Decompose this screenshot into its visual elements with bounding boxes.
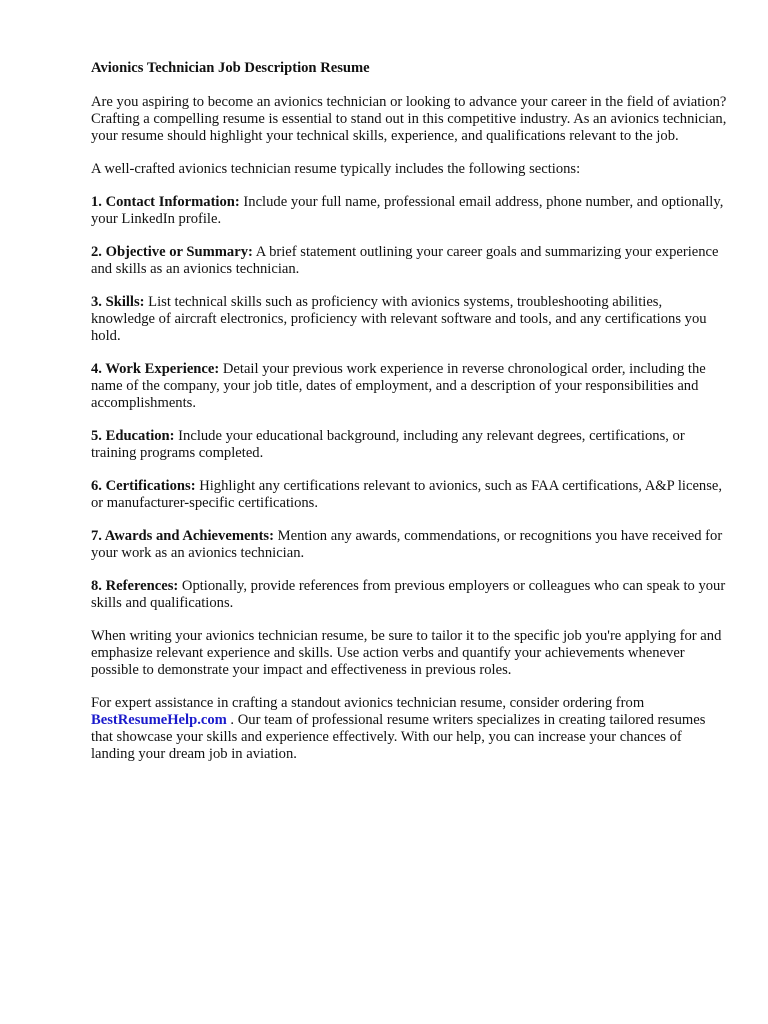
section-education xyxy=(91,428,727,462)
closing-paragraph xyxy=(91,695,727,763)
section-label: 1. Contact Information: xyxy=(91,194,240,210)
section-text: Mention any awards, commendations, or recognitions you have received for your work as an avionics technician. xyxy=(91,528,723,561)
bestresumehelp-link[interactable]: BestResumeHelp.com xyxy=(91,712,227,728)
section-contact-information xyxy=(91,194,727,228)
section-certifications xyxy=(91,478,727,512)
section-label: 8. References: xyxy=(91,578,179,594)
document-title: Avionics Technician Job Description Resume xyxy=(91,60,370,76)
section-references xyxy=(91,578,727,612)
section-label: 7. Awards and Achievements: xyxy=(91,528,274,544)
section-label: 5. Education: xyxy=(91,428,175,444)
section-objective-summary xyxy=(91,244,727,278)
section-label: 6. Certifications: xyxy=(91,478,196,494)
tips-paragraph: When writing your avionics technician resume, be sure to tailor it to the specific job you're applying for and emphasize relevant experience and skills. Use action verbs and quantify your achievements whenever possible to demonstrate your impact and effectiveness in previous roles. xyxy=(91,628,722,678)
section-text: Optionally, provide references from previous employers or colleagues who can speak to your skills and qualifications. xyxy=(91,578,726,611)
sections-intro-paragraph: A well-crafted avionics technician resume typically includes the following sections: xyxy=(91,161,581,177)
intro-paragraph: Are you aspiring to become an avionics technician or looking to advance your career in the field of aviation? Crafting a compelling resume is essential to stand out in this competitive industry. As an avionics technician, your resume should highlight your technical skills, experience, and qualifications relevant to the job. xyxy=(91,94,727,144)
section-label: 2. Objective or Summary: xyxy=(91,244,253,260)
section-text: Highlight any certifications relevant to avionics, such as FAA certifications, A&P license, or manufacturer-specific certifications. xyxy=(91,478,723,511)
section-text: List technical skills such as proficiency with avionics systems, troubleshooting abilities, knowledge of aircraft electronics, proficiency with relevant software and tools, and any certifications you hold. xyxy=(91,294,707,344)
section-text: Detail your previous work experience in reverse chronological order, including the name of the company, your job title, dates of employment, and a description of your responsibilities and accomplishments. xyxy=(91,361,706,411)
section-awards-achievements xyxy=(91,528,727,562)
section-text: Include your full name, professional email address, phone number, and optionally, your LinkedIn profile. xyxy=(91,194,724,227)
document-page xyxy=(91,60,727,779)
section-label: 3. Skills: xyxy=(91,294,145,310)
closing-text-after: . Our team of professional resume writers specializes in creating tailored resumes that showcase your skills and experience effectively. With our help, you can increase your chances of landing your dream job in aviation. xyxy=(91,712,706,762)
section-text: A brief statement outlining your career goals and summarizing your experience and skills as an avionics technician. xyxy=(91,244,719,277)
closing-text-before: For expert assistance in crafting a standout avionics technician resume, consider ordering from xyxy=(91,695,645,711)
section-text: Include your educational background, including any relevant degrees, certifications, or training programs completed. xyxy=(91,428,685,461)
section-label: 4. Work Experience: xyxy=(91,361,220,377)
section-skills xyxy=(91,294,727,345)
section-work-experience xyxy=(91,361,727,412)
